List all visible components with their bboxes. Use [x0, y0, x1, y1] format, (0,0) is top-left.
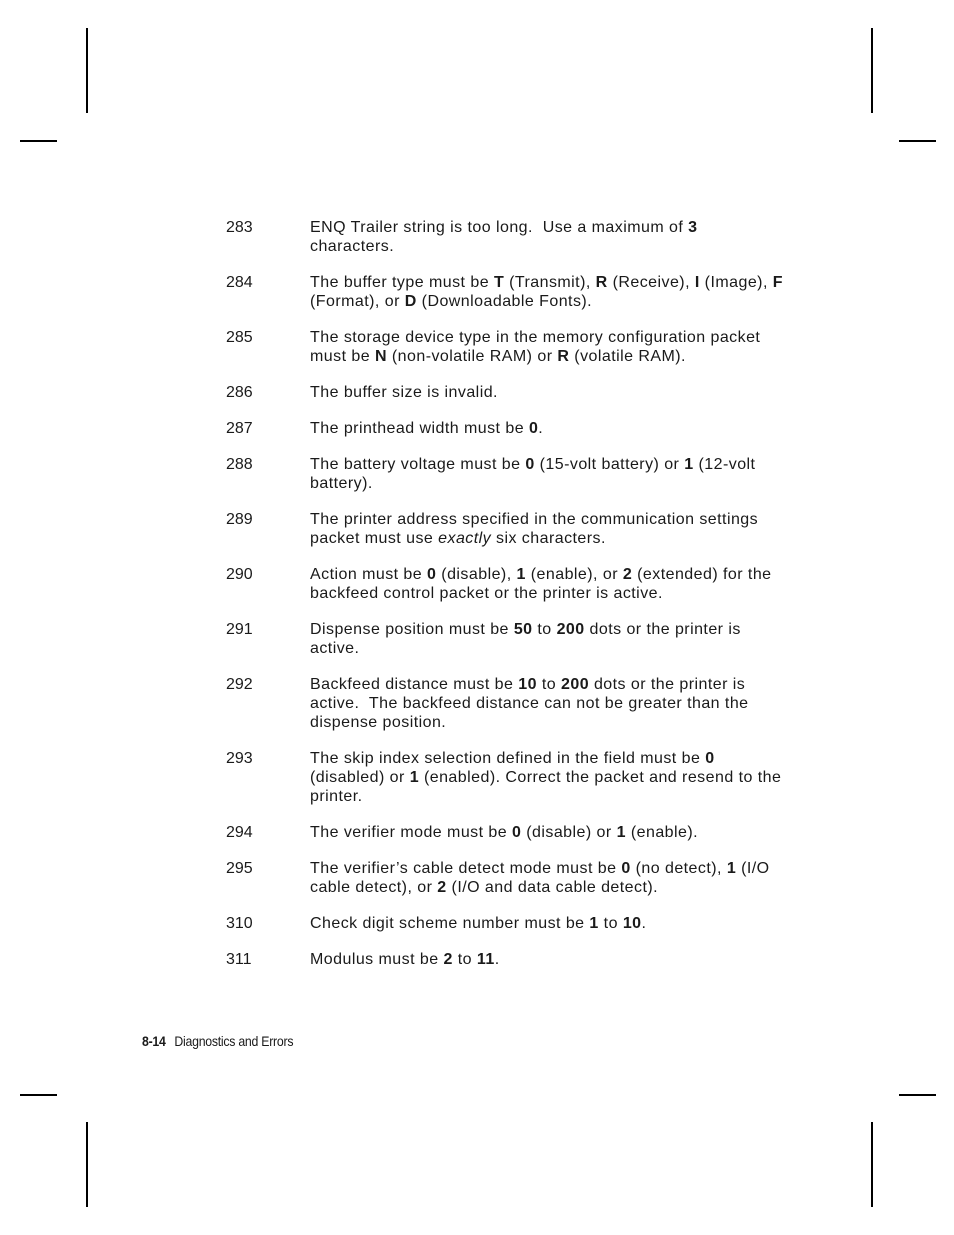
error-entry [0, 749, 954, 806]
error-description: The skip index selection defined in the field must be 0 (disabled) or 1 (enabled). Correct the packet and resend to the printer. [310, 750, 782, 805]
crop-mark-bottom-left-vertical [86, 1122, 88, 1207]
error-code: 294 [226, 824, 253, 841]
crop-mark-bottom-right-vertical [871, 1122, 873, 1207]
error-description: Action must be 0 (disable), 1 (enable), or 2 (extended) for the backfeed control packet or the printer is active. [310, 566, 772, 602]
error-entry [0, 455, 954, 493]
page-footer [142, 1032, 293, 1050]
error-description: Dispense position must be 50 to 200 dots or the printer is active. [310, 621, 741, 657]
error-code: 290 [226, 566, 253, 583]
error-code: 285 [226, 329, 253, 346]
error-description: The buffer size is invalid. [310, 384, 498, 401]
crop-mark-top-right-horizontal [899, 140, 936, 142]
error-code: 289 [226, 511, 253, 528]
error-description: ENQ Trailer string is too long. Use a maximum of 3 characters. [310, 219, 698, 255]
crop-mark-top-left-horizontal [20, 140, 57, 142]
error-code-list [0, 218, 954, 986]
error-code: 283 [226, 219, 253, 236]
section-title: Diagnostics and Errors [174, 1033, 294, 1049]
error-entry [0, 914, 954, 933]
error-entry [0, 823, 954, 842]
error-description: Backfeed distance must be 10 to 200 dots or the printer is active. The backfeed distance can not be greater than the dispense position. [310, 676, 749, 731]
crop-mark-bottom-left-horizontal [20, 1094, 57, 1096]
error-description: The printhead width must be 0. [310, 420, 544, 437]
error-description: The storage device type in the memory configuration packet must be N (non-volatile RAM) or R (volatile RAM). [310, 329, 761, 365]
error-entry [0, 675, 954, 732]
error-code: 292 [226, 676, 253, 693]
error-code: 310 [226, 915, 253, 932]
error-entry [0, 328, 954, 366]
crop-mark-top-right-vertical [871, 28, 873, 113]
error-description: Check digit scheme number must be 1 to 10. [310, 915, 647, 932]
error-description: The printer address specified in the communication settings packet must use exactly six characters. [310, 511, 759, 547]
error-entry [0, 218, 954, 256]
error-description: Modulus must be 2 to 11. [310, 951, 500, 968]
error-code: 311 [226, 951, 252, 968]
error-entry [0, 565, 954, 603]
error-code: 291 [226, 621, 253, 638]
error-code: 287 [226, 420, 253, 437]
error-code: 293 [226, 750, 253, 767]
error-entry [0, 950, 954, 969]
error-code: 288 [226, 456, 253, 473]
error-description: The verifier’s cable detect mode must be 0 (no detect), 1 (I/O cable detect), or 2 (I/O and data cable detect). [310, 860, 770, 896]
crop-mark-bottom-right-horizontal [899, 1094, 936, 1096]
error-description: The battery voltage must be 0 (15-volt battery) or 1 (12-volt battery). [310, 456, 756, 492]
error-entry [0, 383, 954, 402]
error-entry [0, 859, 954, 897]
error-entry [0, 510, 954, 548]
page-number: 8-14 [142, 1033, 166, 1049]
error-description: The verifier mode must be 0 (disable) or 1 (enable). [310, 824, 699, 841]
error-entry [0, 273, 954, 311]
error-code: 295 [226, 860, 253, 877]
error-entry [0, 419, 954, 438]
crop-mark-top-left-vertical [86, 28, 88, 113]
error-description: The buffer type must be T (Transmit), R (Receive), I (Image), F (Format), or D (Downloadable Fonts). [310, 274, 783, 310]
error-code: 284 [226, 274, 253, 291]
error-code: 286 [226, 384, 253, 401]
error-entry [0, 620, 954, 658]
